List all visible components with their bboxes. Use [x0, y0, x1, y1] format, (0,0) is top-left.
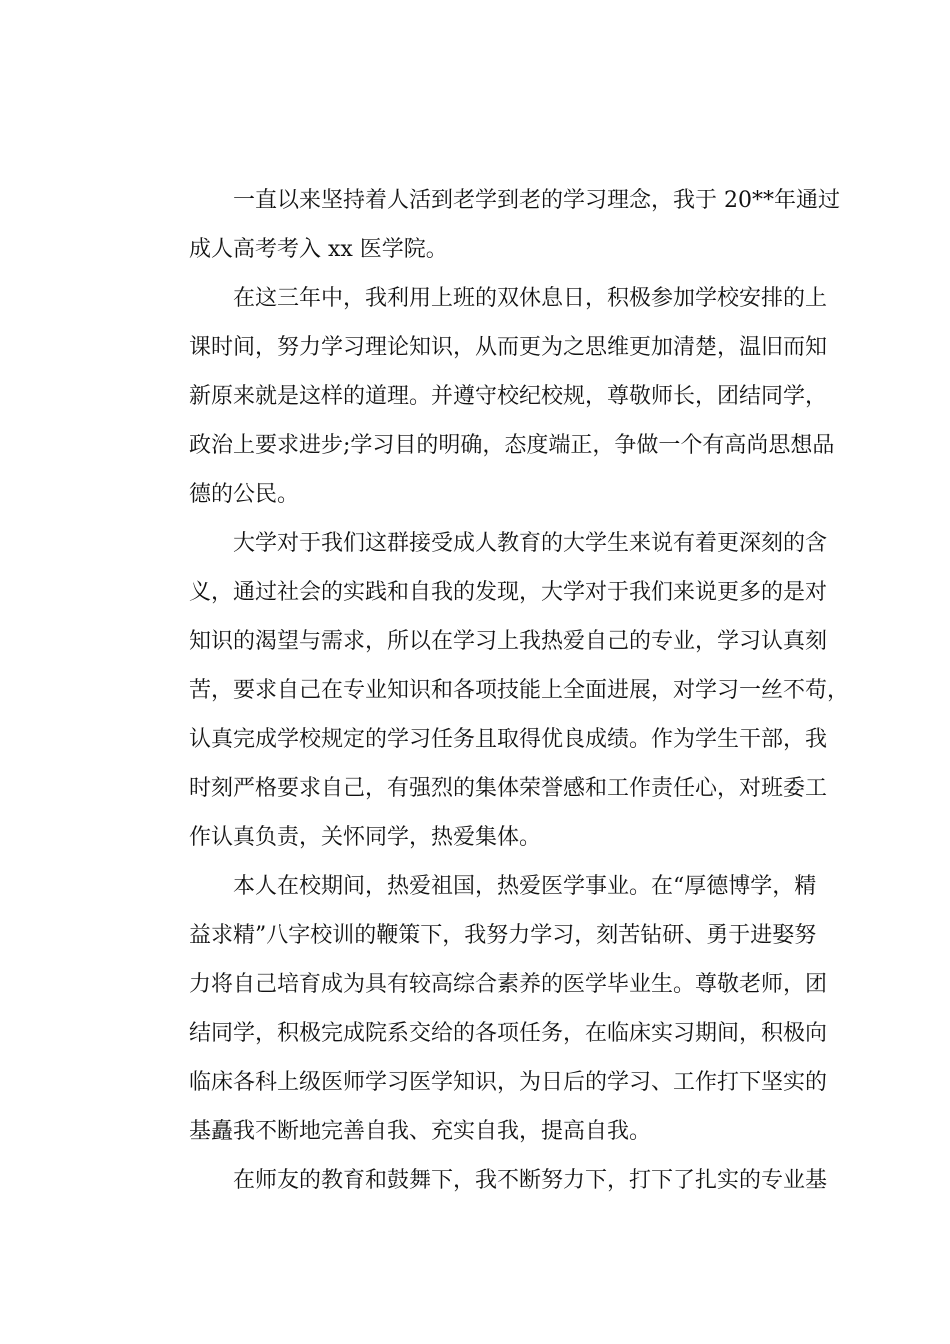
paragraph-1 [145, 176, 840, 274]
text-line: 结同学，积极完成院系交给的各项任务，在临床实习期间，积极向 [189, 1021, 828, 1046]
text-line: 苦，要求自己在专业知识和各项技能上全面进展，对学习一丝不苟， [189, 678, 850, 703]
text-line: 成人高考考入 xx 医学院。 [189, 237, 448, 262]
body-text [145, 176, 850, 1205]
text-line: 基矗我不断地完善自我、充实自我，提高自我。 [189, 1119, 652, 1144]
text-line: 课时间，努力学习理论知识，从而更为之思维更加清楚，温旧而知 [189, 335, 828, 360]
text-line: 在这三年中，我利用上班的双休息日，积极参加学校安排的上 [233, 286, 828, 311]
text-line: 新原来就是这样的道理。并遵守校纪校规，尊敬师长，团结同学， [189, 384, 828, 409]
text-line: 本人在校期间，热爱祖国，热爱医学事业。在“厚德博学，精 [233, 874, 817, 899]
paragraph-4 [145, 862, 828, 1156]
paragraph-5 [145, 1156, 828, 1205]
text-line: 大学对于我们这群接受成人教育的大学生来说有着更深刻的含 [233, 531, 828, 556]
text-line: 一直以来坚持着人活到老学到老的学习理念，我于 20**年通过 [233, 188, 840, 213]
text-line: 临床各科上级医师学习医学知识，为日后的学习、工作打下坚实的 [189, 1070, 828, 1095]
text-line: 义，通过社会的实践和自我的发现，大学对于我们来说更多的是对 [189, 580, 828, 605]
paragraph-2 [145, 274, 835, 519]
text-line: 益求精”八字校训的鞭策下，我努力学习，刻苦钻研、勇于进娶努 [189, 923, 817, 948]
text-line: 时刻严格要求自己，有强烈的集体荣誉感和工作责任心，对班委工 [189, 776, 828, 801]
text-line: 政治上要求进步;学习目的明确，态度端正，争做一个有高尚思想品 [189, 433, 835, 458]
text-line: 力将自己培育成为具有较高综合素养的医学毕业生。尊敬老师，团 [189, 972, 828, 997]
paragraph-3 [145, 519, 850, 862]
text-line: 知识的渴望与需求，所以在学习上我热爱自己的专业，学习认真刻 [189, 629, 828, 654]
text-line: 认真完成学校规定的学习任务且取得优良成绩。作为学生干部，我 [189, 727, 828, 752]
text-line: 德的公民。 [189, 482, 300, 507]
text-line: 在师友的教育和鼓舞下，我不断努力下，打下了扎实的专业基 [233, 1168, 828, 1193]
text-line: 作认真负责，关怀同学，热爱集体。 [189, 825, 542, 850]
